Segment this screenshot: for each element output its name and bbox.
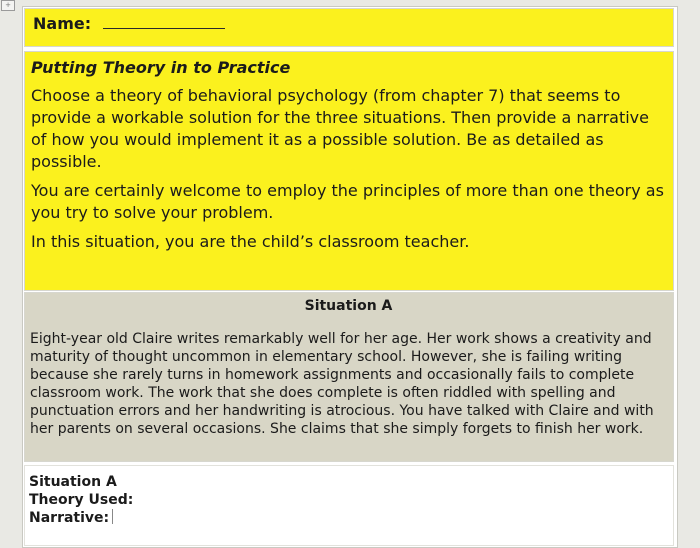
text-cursor [112, 509, 113, 524]
answer-theory-label: Theory Used: [29, 492, 134, 508]
prompt-title: Putting Theory in to Practice [31, 58, 291, 77]
situation-text: Eight-year old Claire writes remarkably well for her age. Her work shows a creativity and maturity of thought uncommon in elementary school. However, she is failing writing because she rarely turns in homework assignments and occasionally fails to complete classroom work. The work that she does complete is often riddled with spelling and punctuation errors and her handwriting is atrocious. You have talked with Claire and with her parents on several occasions. She claims that she simply forgets to finish her work. [30, 331, 654, 437]
prompt-cell [24, 51, 674, 291]
name-blank-line[interactable] [103, 15, 225, 29]
situation-cell [24, 292, 674, 462]
worksheet-table [22, 6, 678, 548]
answer-narrative-row[interactable] [29, 509, 669, 527]
answer-narrative-label: Narrative: [29, 510, 110, 526]
answer-cell[interactable] [24, 465, 674, 546]
name-cell [24, 8, 674, 47]
name-label: Name: [33, 14, 92, 33]
answer-situation-label: Situation A [29, 474, 117, 490]
table-move-handle[interactable]: + [1, 0, 15, 11]
prompt-paragraph-1: Choose a theory of behavioral psychology (from chapter 7) that seems to provide a workable solution for the three situations. Then provide a narrative of how you would implement it as a possible solution. Be as detailed as possible. [31, 86, 649, 171]
situation-heading: Situation A [304, 298, 393, 314]
prompt-paragraph-3: In this situation, you are the child’s classroom teacher. [31, 232, 470, 251]
prompt-paragraph-2: You are certainly welcome to employ the principles of more than one theory as you try to solve your problem. [31, 181, 664, 222]
